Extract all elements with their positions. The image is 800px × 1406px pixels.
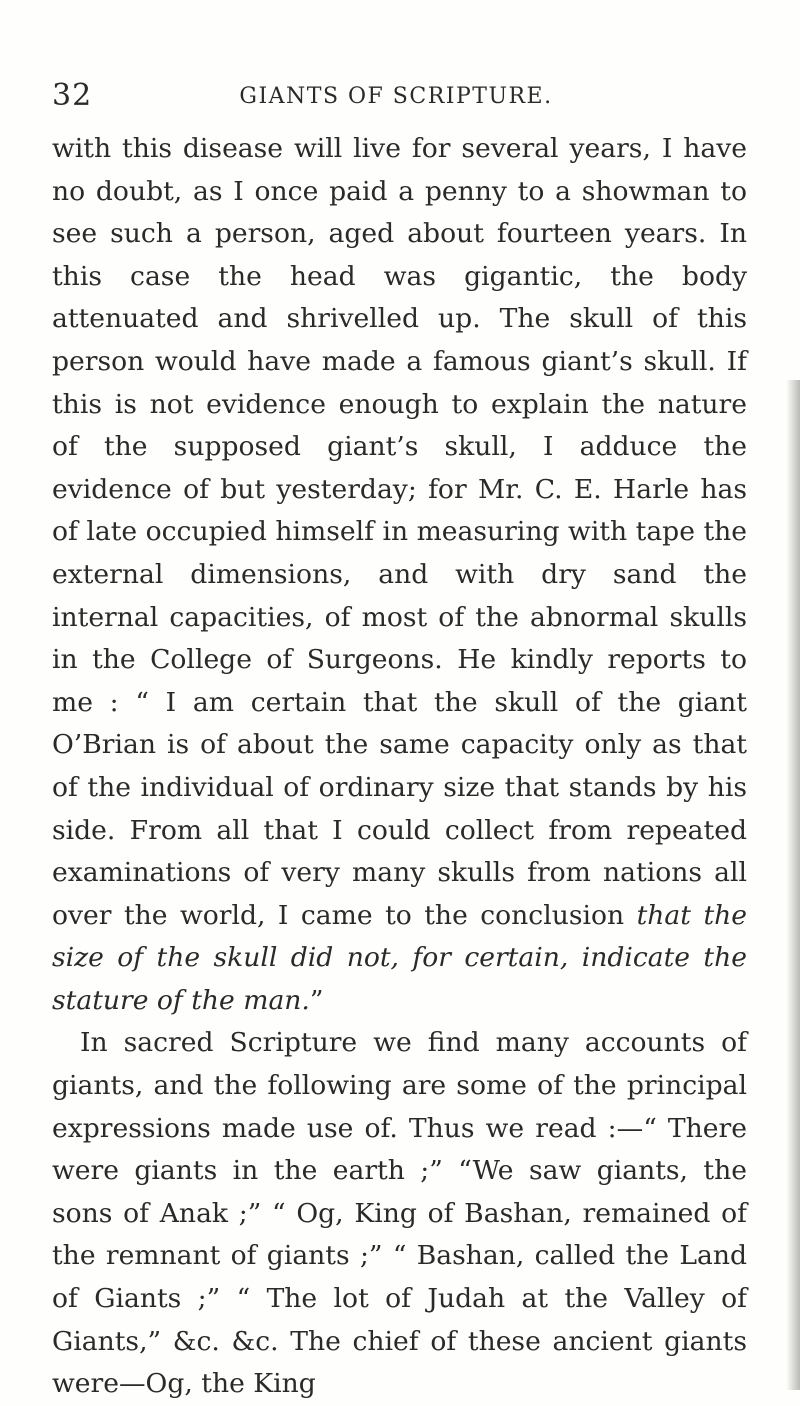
paragraph-1 xyxy=(52,128,747,1022)
page-header xyxy=(52,78,740,118)
running-title: GIANTS OF SCRIPTURE. xyxy=(239,84,553,109)
paragraph-2: In sacred Scripture we find many accounts of giants, and the following are some of the principal expressions made use of. Thus we read :—“ There were giants in the earth ;” “We saw giants, the sons of Anak ;” “ Og, King of Bashan, remained of the remnant of giants ;” “ Bashan, called the Land of Giants ;” “ The lot of Judah at the Valley of Giants,” &c. &c. The chief of these ancient giants were—Og, the King xyxy=(52,1027,747,1400)
page-number: 32 xyxy=(52,78,93,113)
paragraph-1-text: with this disease will live for several years, I have no doubt, as I once paid a penny to a showman to see such a person, aged about fourteen years. In this case the head was gigantic, the body attenuated and shrivelled up. The skull of this person would have made a famous giant’s skull. If this is not evidence enough to explain the nature of the supposed giant’s skull, I adduce the evidence of but yesterday; for Mr. C. E. Harle has of late occupied himself in measuring with tape the external dimensions, and with dry sand the internal capacities, of most of the abnormal skulls in the College of Surgeons. He kindly reports to me : “ I am certain that the skull of the giant O’Brian is of about the same capacity only as that of the individual of ordinary size that stands by his side. From all that I could collect from repeated examinations of very many skulls from nations all over the world, I came to the conclusion xyxy=(52,133,747,931)
page-edge-shadow xyxy=(786,380,800,1390)
body-text xyxy=(52,128,747,1406)
paragraph-1-closing-quote: ” xyxy=(309,984,324,1016)
paragraph-1-italic-quote: that the size of the skull did not, for certain, indicate the stature of the man. xyxy=(52,899,747,1016)
